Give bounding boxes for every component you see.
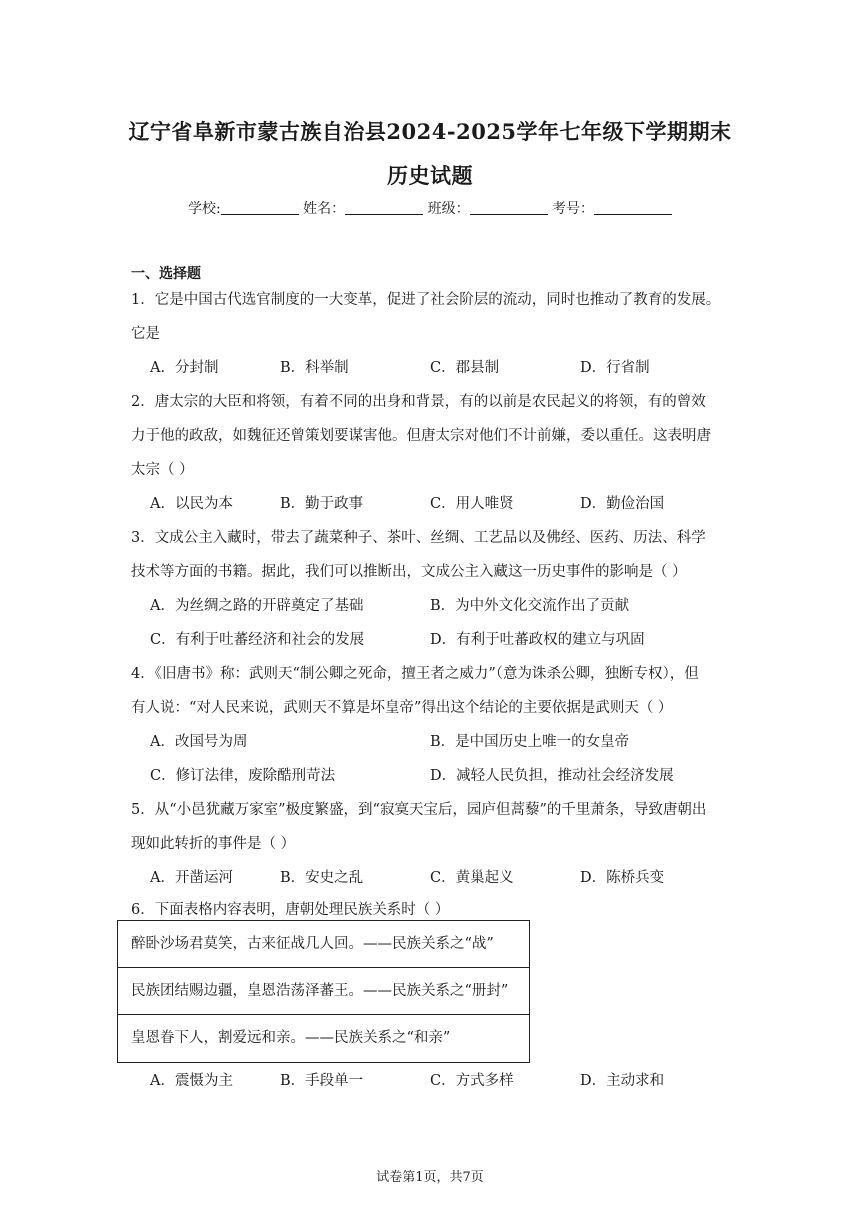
q3-stem-line2: 技术等方面的书籍。据此，我们可以推断出，文成公主入藏这一历史事件的影响是（ ） — [131, 564, 687, 580]
q2-stem-line1: 2．唐太宗的大臣和将领，有着不同的出身和背景，有的以前是农民起义的将领，有的曾效 — [131, 394, 706, 410]
q3-option-a[interactable]: A．为丝绸之路的开辟奠定了基础 — [150, 598, 364, 614]
q1-option-d[interactable]: D．行省制 — [580, 360, 650, 376]
name-blank[interactable] — [345, 200, 423, 215]
q5-option-b[interactable]: B．安史之乱 — [280, 870, 364, 886]
q2-stem-line2: 力于他的政敌，如魏征还曾策划要谋害他。但唐太宗对他们不计前嫌，委以重任。这表明唐 — [131, 428, 711, 444]
exam-no-blank[interactable] — [594, 200, 672, 215]
q6-table-row-1: 醉卧沙场君莫笑，古来征战几人回。——民族关系之“战” — [118, 921, 529, 968]
q4-option-a[interactable]: A．改国号为周 — [150, 734, 248, 750]
q4-option-d[interactable]: D．减轻人民负担，推动社会经济发展 — [430, 768, 674, 784]
school-label: 学校: — [187, 201, 221, 217]
q4-stem-line1: 4．《旧唐书》称：武则天“制公卿之死命，擅王者之威力”（意为诛杀公卿，独断专权），但 — [131, 666, 699, 682]
q1-option-a[interactable]: A．分封制 — [150, 360, 219, 376]
q3-stem-line1: 3．文成公主入藏时，带去了蔬菜种子、茶叶、丝绸、工艺品以及佛经、医药、历法、科学 — [131, 530, 706, 546]
exam-subtitle: 历史试题 — [387, 163, 473, 188]
q5-option-d[interactable]: D．陈桥兵变 — [580, 870, 665, 886]
q6-option-a[interactable]: A．震慑为主 — [150, 1073, 233, 1089]
section-heading: 一、选择题 — [131, 266, 201, 282]
q1-stem-line2: 它是 — [131, 326, 160, 342]
student-info-row — [0, 198, 860, 218]
q2-stem-line3: 太宗（ ） — [131, 462, 194, 478]
q5-stem-line2: 现如此转折的事件是（ ） — [131, 836, 296, 852]
q4-option-c[interactable]: C．修订法律，废除酷刑苛法 — [150, 768, 336, 784]
q2-option-c[interactable]: C．用人唯贤 — [430, 496, 514, 512]
q6-table — [117, 920, 530, 1063]
class-blank[interactable] — [470, 200, 548, 215]
page-footer: 试卷第1页，共7页 — [376, 1170, 484, 1185]
q1-option-b[interactable]: B．科举制 — [280, 360, 349, 376]
q6-table-row-3: 皇恩眷下人，割爱远和亲。——民族关系之“和亲” — [131, 1030, 451, 1046]
q2-option-a[interactable]: A．以民为本 — [150, 496, 233, 512]
q5-option-a[interactable]: A．开凿运河 — [150, 870, 233, 886]
q5-stem-line1: 5．从“小邑犹藏万家室”极度繁盛，到“寂寞天宝后，园庐但蒿藜”的千里萧条，导致唐朝出 — [131, 802, 707, 818]
q2-option-d[interactable]: D．勤俭治国 — [580, 496, 665, 512]
q6-stem-line1: 6．下面表格内容表明，唐朝处理民族关系时（ ） — [131, 902, 450, 918]
q4-option-b[interactable]: B．是中国历史上唯一的女皇帝 — [430, 734, 630, 750]
q3-option-b[interactable]: B．为中外文化交流作出了贡献 — [430, 598, 630, 614]
q1-option-c[interactable]: C．郡县制 — [430, 360, 500, 376]
q6-option-c[interactable]: C．方式多样 — [430, 1073, 514, 1089]
q4-stem-line2: 有人说：“对人民来说，武则天不算是坏皇帝”得出这个结论的主要依据是武则天（ ） — [131, 700, 673, 716]
q5-option-c[interactable]: C．黄巢起义 — [430, 870, 514, 886]
q3-option-c[interactable]: C．有利于吐蕃经济和社会的发展 — [150, 632, 365, 648]
q6-option-d[interactable]: D．主动求和 — [580, 1073, 665, 1089]
class-label: 班级： — [427, 201, 470, 217]
q6-table-row-2: 民族团结赐边疆，皇恩浩荡泽蕃王。——民族关系之“册封” — [118, 968, 529, 1015]
q1-stem-line1: 1．它是中国古代选官制度的一大变革，促进了社会阶层的流动，同时也推动了教育的发展。 — [131, 292, 721, 308]
exam-title: 辽宁省阜新市蒙古族自治县2024-2025学年七年级下学期期末 — [128, 119, 732, 144]
q6-option-b[interactable]: B．手段单一 — [280, 1073, 364, 1089]
exam-no-label: 考号： — [552, 201, 595, 217]
school-blank[interactable] — [221, 200, 299, 215]
q2-option-b[interactable]: B．勤于政事 — [280, 496, 364, 512]
q3-option-d[interactable]: D．有利于吐蕃政权的建立与巩固 — [430, 632, 645, 648]
name-label: 姓名： — [303, 201, 346, 217]
